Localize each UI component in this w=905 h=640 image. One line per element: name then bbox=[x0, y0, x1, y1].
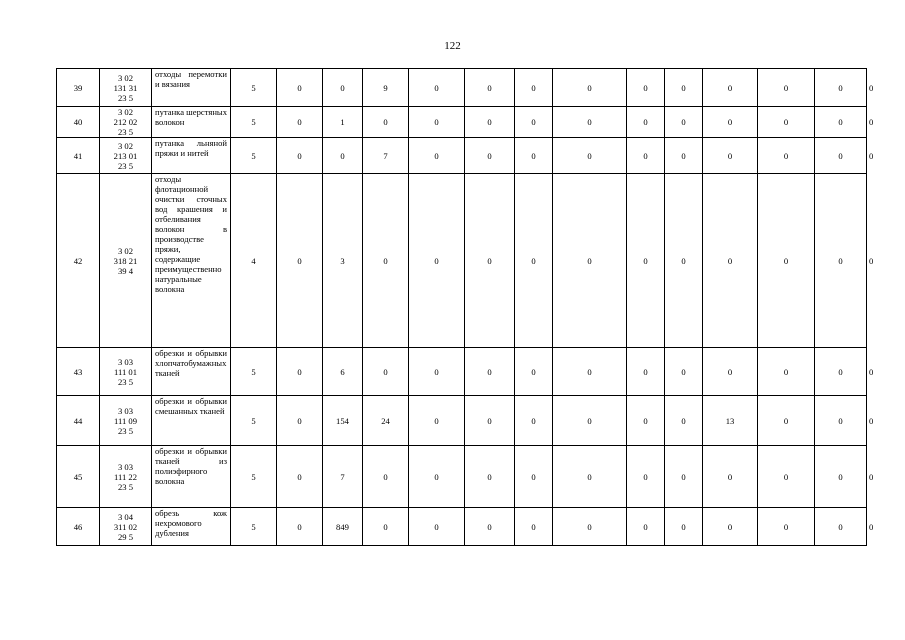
waste-code bbox=[100, 138, 152, 174]
value-cell: 0 bbox=[815, 69, 867, 107]
table-row: 43 3 03 111 01 23 5 обрезки и обрывки хлопчатобумажных тканей 5 0 6 0 0 0 0 0 0 0 0 0 0 0 bbox=[57, 348, 867, 396]
table-row: 39 3 02 131 31 23 5 отходы перемотки и вязания 5 0 0 9 0 0 0 0 0 0 0 0 0 0 bbox=[57, 69, 867, 107]
value-cell: 849 bbox=[323, 508, 363, 546]
waste-code-line: 23 5 bbox=[117, 92, 134, 103]
table-row: 40 3 02 212 02 23 5 путанка шерстяных волокон 5 0 1 0 0 0 0 0 0 0 0 0 0 0 bbox=[57, 107, 867, 138]
value-cell: 0 bbox=[277, 107, 323, 138]
row-number: 40 bbox=[57, 107, 100, 138]
value-cell: 0 bbox=[553, 348, 627, 396]
value-cell: 0 bbox=[703, 174, 758, 348]
value-cell: 0 bbox=[758, 396, 815, 446]
table-row: 42 3 02 318 21 39 4 отходы флотационной очистки сточных вод крашения и отбеливания волокон в производстве пряжи, содержащие преимущественно натуральные волокна 4 0 3 0 0 0 0 0 0 0 0 0 0 0 bbox=[57, 174, 867, 348]
value-cell: 0 bbox=[515, 348, 553, 396]
value-cell: 0 bbox=[758, 107, 815, 138]
value-cell: 154 bbox=[323, 396, 363, 446]
row-number: 45 bbox=[57, 446, 100, 508]
waste-code-line: 23 5 bbox=[117, 376, 134, 387]
value-cell: 0 bbox=[815, 396, 867, 446]
waste-code-line: 23 5 bbox=[117, 160, 134, 171]
value-cell: 0 bbox=[323, 69, 363, 107]
waste-name: обрезки и обрывки хлопчатобумажных тканей bbox=[152, 348, 231, 396]
value-cell: 9 bbox=[363, 69, 409, 107]
value-cell: 5 bbox=[231, 107, 277, 138]
value-cell: 0 bbox=[515, 396, 553, 446]
value-cell: 6 bbox=[323, 348, 363, 396]
value-cell: 0 bbox=[409, 69, 465, 107]
value-cell: 0 bbox=[665, 107, 703, 138]
table-row: 46 3 04 311 02 29 5 обрезь кож нехромового дубления 5 0 849 0 0 0 0 0 0 0 0 0 0 0 bbox=[57, 508, 867, 546]
value-cell: 0 bbox=[627, 508, 665, 546]
value-cell: 0 bbox=[665, 69, 703, 107]
waste-name: обрезки и обрывки тканей из полиэфирного волокна bbox=[152, 446, 231, 508]
value-cell: 0 bbox=[277, 138, 323, 174]
waste-code bbox=[100, 107, 152, 138]
value-cell: 0 bbox=[465, 446, 515, 508]
value-cell: 4 bbox=[231, 174, 277, 348]
value-cell: 5 bbox=[231, 138, 277, 174]
value-cell: 0 bbox=[703, 508, 758, 546]
value-cell: 0 bbox=[815, 138, 867, 174]
value-cell: 0 bbox=[465, 348, 515, 396]
value-cell: 0 bbox=[703, 69, 758, 107]
value-cell: 0 bbox=[363, 107, 409, 138]
value-cell: 0 bbox=[277, 396, 323, 446]
value-cell: 0 bbox=[665, 396, 703, 446]
value-cell: 0 bbox=[553, 508, 627, 546]
value-cell: 7 bbox=[363, 138, 409, 174]
waste-code-line: 111 01 bbox=[114, 366, 137, 377]
value-cell: 0 bbox=[627, 348, 665, 396]
value-cell: 0 bbox=[703, 348, 758, 396]
value-cell: 0 bbox=[465, 174, 515, 348]
value-cell: 0 bbox=[627, 396, 665, 446]
waste-code-line: 29 5 bbox=[117, 531, 134, 542]
waste-code-line: 3 02 bbox=[117, 72, 134, 83]
value-cell: 0 bbox=[627, 69, 665, 107]
row-number: 43 bbox=[57, 348, 100, 396]
waste-code bbox=[100, 508, 152, 546]
value-cell: 0 bbox=[665, 446, 703, 508]
page-number: 122 bbox=[444, 40, 461, 52]
value-cell: 0 bbox=[553, 396, 627, 446]
value-cell: 0 bbox=[465, 69, 515, 107]
value-cell: 0 bbox=[553, 107, 627, 138]
value-cell: 0 bbox=[409, 508, 465, 546]
value-cell: 0 bbox=[277, 508, 323, 546]
value-cell: 0 bbox=[277, 348, 323, 396]
value-cell: 0 bbox=[553, 69, 627, 107]
value-cell: 0 bbox=[553, 446, 627, 508]
value-cell: 5 bbox=[231, 348, 277, 396]
waste-code-line: 3 03 bbox=[117, 356, 134, 367]
value-cell: 0 bbox=[465, 508, 515, 546]
waste-table bbox=[56, 68, 874, 546]
waste-code-line: 3 03 bbox=[117, 405, 134, 416]
value-cell: 0 bbox=[627, 107, 665, 138]
waste-code-line: 3 02 bbox=[117, 140, 134, 151]
waste-code-line: 212 02 bbox=[113, 117, 138, 127]
value-cell: 5 bbox=[231, 69, 277, 107]
value-cell: 0 bbox=[758, 69, 815, 107]
waste-code-line: 3 04 bbox=[117, 511, 134, 522]
value-cell: 0 bbox=[409, 138, 465, 174]
waste-code-line: 23 5 bbox=[117, 481, 134, 492]
value-cell: 0 bbox=[758, 348, 815, 396]
value-cell: 0 bbox=[703, 138, 758, 174]
waste-code-line: 213 01 bbox=[113, 150, 138, 161]
value-cell: 0 bbox=[758, 508, 815, 546]
value-cell: 0 bbox=[703, 446, 758, 508]
table-row: 41 3 02 213 01 23 5 путанка льняной пряжи и нитей 5 0 0 7 0 0 0 0 0 0 0 0 0 0 bbox=[57, 138, 867, 174]
value-cell: 0 bbox=[815, 348, 867, 396]
value-cell: 0 bbox=[515, 174, 553, 348]
waste-code-line: 23 5 bbox=[117, 425, 134, 436]
value-cell: 0 bbox=[665, 348, 703, 396]
value-cell: 3 bbox=[323, 174, 363, 348]
waste-name: путанка шерстяных волокон bbox=[152, 107, 231, 138]
row-number: 42 bbox=[57, 174, 100, 348]
value-cell: 0 bbox=[409, 348, 465, 396]
row-number: 39 bbox=[57, 69, 100, 107]
value-cell: 7 bbox=[323, 446, 363, 508]
value-cell: 0 bbox=[465, 107, 515, 138]
value-cell: 5 bbox=[231, 396, 277, 446]
value-cell: 0 bbox=[277, 69, 323, 107]
value-cell: 0 bbox=[553, 174, 627, 348]
waste-code-line: 111 09 bbox=[114, 415, 137, 426]
value-cell: 0 bbox=[515, 138, 553, 174]
waste-code-line: 3 03 bbox=[117, 461, 134, 472]
waste-code-line: 311 02 bbox=[113, 521, 138, 532]
value-cell: 0 bbox=[515, 508, 553, 546]
waste-code bbox=[100, 69, 152, 107]
value-cell: 0 bbox=[409, 174, 465, 348]
value-cell: 0 bbox=[515, 107, 553, 138]
value-cell: 0 bbox=[363, 348, 409, 396]
value-cell: 0 bbox=[665, 138, 703, 174]
waste-code-line: 318 21 bbox=[113, 255, 138, 266]
value-cell: 0 bbox=[515, 446, 553, 508]
value-cell: 0 bbox=[277, 446, 323, 508]
waste-name: отходы флотационной очистки сточных вод крашения и отбеливания волокон в производстве пряжи, содержащие преимущественно натуральные волокна bbox=[152, 174, 231, 348]
value-cell: 0 bbox=[363, 446, 409, 508]
value-cell: 0 bbox=[815, 508, 867, 546]
waste-code-line: 39 4 bbox=[117, 265, 134, 276]
waste-code bbox=[100, 396, 152, 446]
value-cell: 0 bbox=[465, 138, 515, 174]
waste-code bbox=[100, 348, 152, 396]
value-cell: 0 bbox=[758, 446, 815, 508]
value-cell: 0 bbox=[665, 508, 703, 546]
value-cell: 0 bbox=[758, 174, 815, 348]
waste-code bbox=[100, 174, 152, 348]
value-cell: 0 bbox=[627, 138, 665, 174]
waste-name: обрезь кож нехромового дубления bbox=[152, 508, 231, 546]
value-cell: 0 bbox=[515, 69, 553, 107]
waste-code-line: 23 5 bbox=[117, 127, 134, 137]
value-cell: 5 bbox=[231, 508, 277, 546]
waste-name: отходы перемотки и вязания bbox=[152, 69, 231, 107]
table-row: 45 3 03 111 22 23 5 обрезки и обрывки тканей из полиэфирного волокна 5 0 7 0 0 0 0 0 0 0 0 0 0 0 bbox=[57, 446, 867, 508]
value-cell: 0 bbox=[815, 174, 867, 348]
waste-code bbox=[100, 446, 152, 508]
waste-code-line: 3 02 bbox=[117, 245, 134, 256]
value-cell: 0 bbox=[758, 138, 815, 174]
value-cell: 0 bbox=[815, 446, 867, 508]
value-cell: 24 bbox=[363, 396, 409, 446]
waste-code-line: 3 02 bbox=[117, 107, 134, 117]
table-row: 44 3 03 111 09 23 5 обрезки и обрывки смешанных тканей 5 0 154 24 0 0 0 0 0 0 13 0 0 0 bbox=[57, 396, 867, 446]
value-cell: 0 bbox=[409, 446, 465, 508]
value-cell: 0 bbox=[553, 138, 627, 174]
value-cell: 0 bbox=[665, 174, 703, 348]
value-cell: 1 bbox=[323, 107, 363, 138]
value-cell: 0 bbox=[277, 174, 323, 348]
row-number: 44 bbox=[57, 396, 100, 446]
value-cell: 0 bbox=[815, 107, 867, 138]
value-cell: 0 bbox=[627, 174, 665, 348]
waste-code-line: 111 22 bbox=[114, 471, 137, 482]
value-cell: 0 bbox=[409, 107, 465, 138]
value-cell: 0 bbox=[465, 396, 515, 446]
value-cell: 0 bbox=[627, 446, 665, 508]
row-number: 41 bbox=[57, 138, 100, 174]
value-cell: 0 bbox=[323, 138, 363, 174]
row-number: 46 bbox=[57, 508, 100, 546]
value-cell: 13 bbox=[703, 396, 758, 446]
waste-name: обрезки и обрывки смешанных тканей bbox=[152, 396, 231, 446]
value-cell: 0 bbox=[703, 107, 758, 138]
value-cell: 5 bbox=[231, 446, 277, 508]
waste-name: путанка льняной пряжи и нитей bbox=[152, 138, 231, 174]
waste-code-line: 131 31 bbox=[113, 82, 138, 93]
value-cell: 0 bbox=[363, 174, 409, 348]
value-cell: 0 bbox=[363, 508, 409, 546]
value-cell: 0 bbox=[409, 396, 465, 446]
